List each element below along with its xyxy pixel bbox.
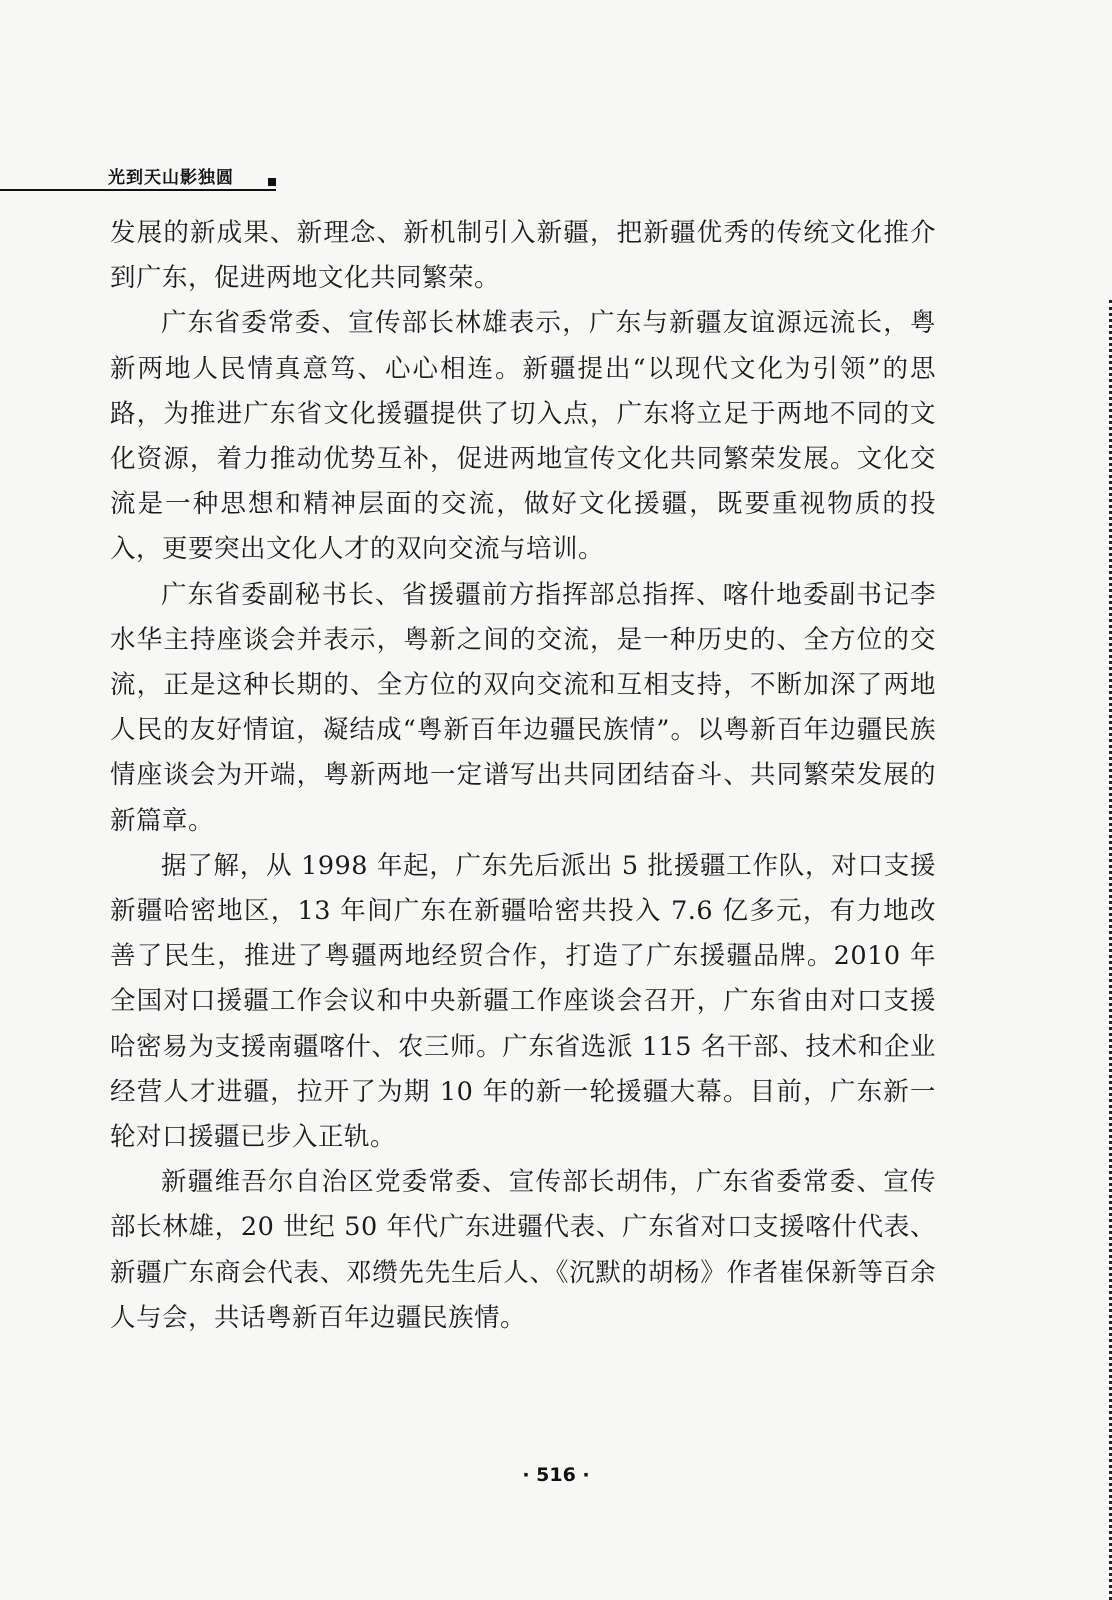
header-square-mark bbox=[268, 178, 276, 186]
header-rule bbox=[0, 189, 276, 191]
running-header bbox=[0, 160, 300, 192]
running-header-title: 光到天山影独圆 bbox=[108, 168, 234, 188]
paragraph: 据了解，从 1998 年起，广东先后派出 5 批援疆工作队，对口支援新疆哈密地区，13 年间广东在新疆哈密共投入 7.6 亿多元，有力地改善了民生，推进了粤疆两地经贸合作，打造了广东援疆品牌。2010 年全国对口援疆工作会议和中央新疆工作座谈会召开，广东省由对口支援哈密易为支援南疆喀什、农三师。广东省选派 115 名干部、技术和企业经营人才进疆，拉开了为期 10 年的新一轮援疆大幕。目前，广东新一轮对口援疆已步入正轨。 bbox=[110, 850, 936, 1153]
paragraph: 广东省委副秘书长、省援疆前方指挥部总指挥、喀什地委副书记李水华主持座谈会并表示，粤新之间的交流，是一种历史的、全方位的交流，正是这种长期的、全方位的双向交流和互相支持，不断加深了两地人民的友好情谊，凝结成“粤新百年边疆民族情”。以粤新百年边疆民族情座谈会为开端，粤新两地一定谱写出共同团结奋斗、共同繁荣发展的新篇章。 bbox=[110, 579, 936, 836]
page-footer bbox=[0, 1464, 1112, 1486]
page-edge-marks bbox=[1103, 300, 1112, 1600]
paragraph: 广东省委常委、宣传部长林雄表示，广东与新疆友谊源远流长，粤新两地人民情真意笃、心心相连。新疆提出“以现代文化为引领”的思路，为推进广东省文化援疆提供了切入点，广东将立足于两地不同的文化资源，着力推动优势互补，促进两地宣传文化共同繁荣发展。文化交流是一种思想和精神层面的交流，做好文化援疆，既要重视物质的投入，更要突出文化人才的双向交流与培训。 bbox=[110, 308, 936, 565]
paragraph: 新疆维吾尔自治区党委常委、宣传部长胡伟，广东省委常委、宣传部长林雄，20 世纪 50 年代广东进疆代表、广东省对口支援喀什代表、新疆广东商会代表、邓缵先先生后人、《沉默的胡杨》作者崔保新等百余人与会，共话粤新百年边疆民族情。 bbox=[110, 1167, 936, 1333]
paragraph-continued: 发展的新成果、新理念、新机制引入新疆，把新疆优秀的传统文化推介到广东，促进两地文化共同繁荣。 bbox=[110, 218, 936, 294]
body-text bbox=[110, 211, 936, 1341]
page-number: · 516 · bbox=[522, 1464, 590, 1486]
